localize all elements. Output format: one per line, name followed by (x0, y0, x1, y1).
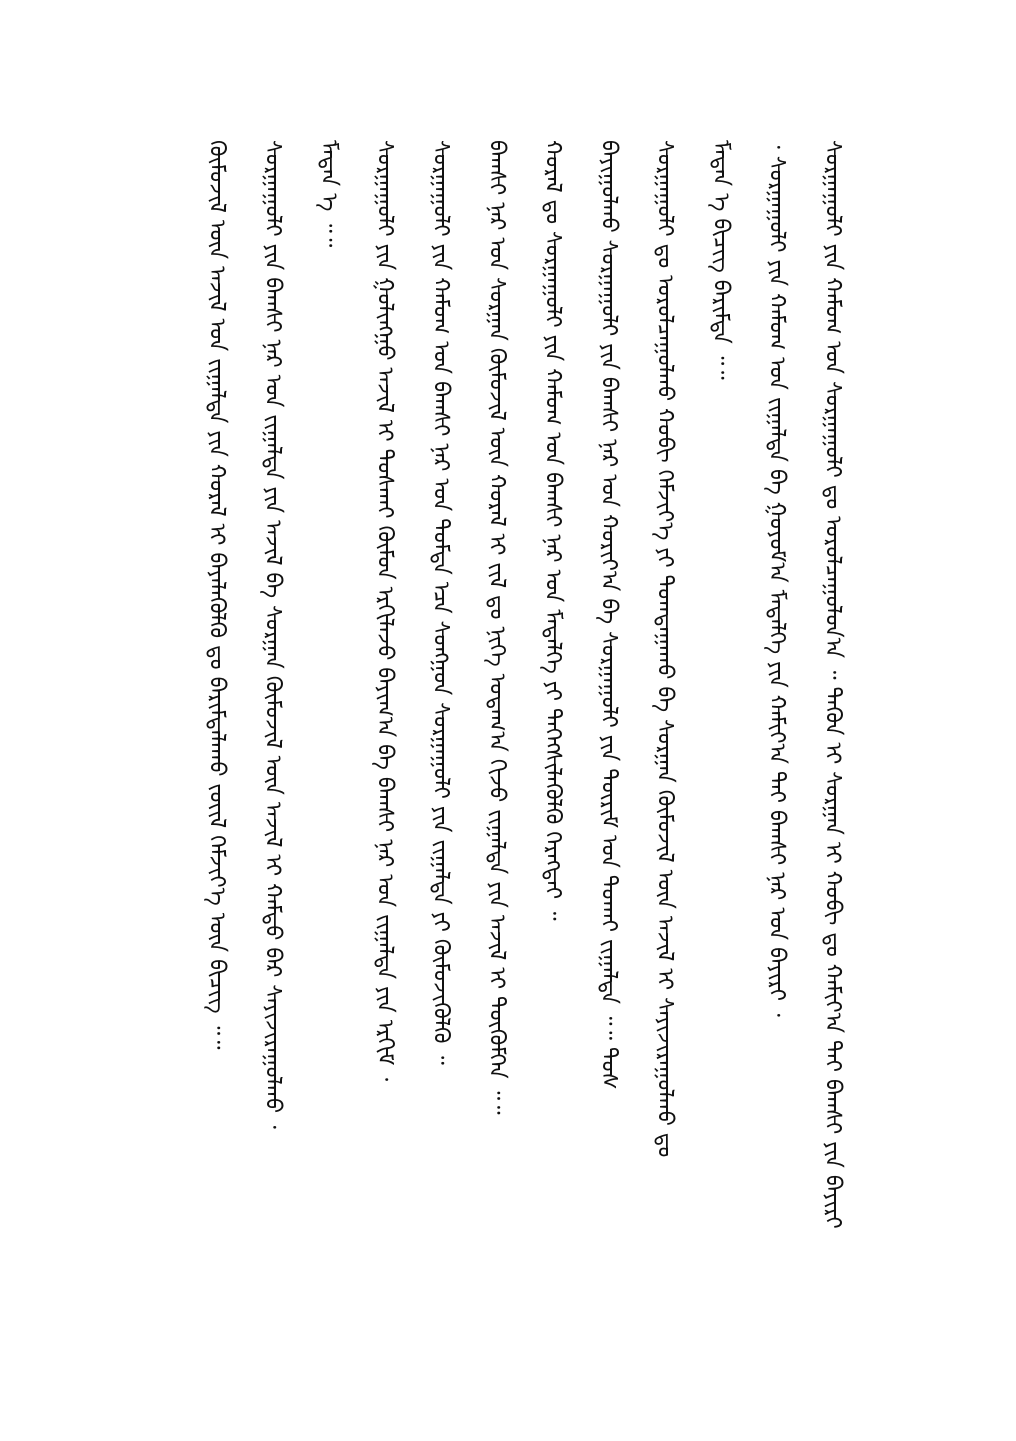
text-line: ᠰᠤᠷᠭᠠᠭᠤᠯᠢ ᠳᠤ ᠤᠷᠤᠯᠴᠠᠭᠤᠯᠬᠤ ᠬᠤᠪᠢ ᠬᠡᠮᠵᠢᠶ᠎ᠡ ᠶᠢ ᠲᠤᠭᠲᠠᠭᠠᠬᠤ ᠪᠠ ᠰᠤᠷᠭᠠᠨ ᠬᠦᠮᠦᠵᠢᠯ ᠦᠨ ᠠᠵᠢᠯ ᠢ ᠰᠠᠶᠢᠵᠢᠷᠠᠭᠤᠯᠬᠤ ᠳᠤ (652, 140, 677, 1158)
text-line: ᠬᠤᠷᠠᠯ ᠳᠤ ᠰᠤᠷᠭᠠᠭᠤᠯᠢ ᠶᠢᠨ ᠬᠠᠮᠤᠭ ᠤᠨ ᠪᠠᠭᠰᠢ ᠨᠠᠷ ᠤᠨ ᠮᠡᠳᠡᠯᠭᠡ ᠶᠢ ᠳᠡᠭᠡᠭᠰᠢᠯᠡᠭᠦᠯᠬᠦ ᠬᠡᠷᠡᠭᠲᠡᠢ ᠃ (540, 140, 565, 921)
text-line: ᠮᠡᠳᠡᠨ ᠡ ᠪᠢᠴᠢᠭ ᠪᠠᠷᠢᠮᠲᠠ ᠃᠃ (708, 140, 733, 380)
text-line: ᠰᠤᠷᠭᠠᠭᠤᠯᠢ ᠶᠢᠨ ᠬᠠᠮᠤᠭ ᠤᠨ ᠰᠤᠷᠭᠠᠭᠤᠯᠢ ᠳᠤ ᠤᠷᠤᠯᠴᠠᠭᠤᠯᠤᠨ᠎ᠠ ᠃ ᠲᠡᠭᠦᠨ ᠢ ᠰᠤᠷᠭᠠᠨ ᠢ ᠬᠤᠪᠢ ᠳᠤ ᠬᠠᠮᠢᠶ᠎ᠠ ᠲᠠᠢ ᠪᠠᠭᠰᠢ ᠶᠢᠨ ᠪᠠᠶᠢᠷᠢ (820, 140, 845, 1229)
text-line: ᠮᠡᠳᠡᠨ ᠡ ᠃᠃ (316, 140, 341, 248)
text-line: ᠰᠤᠷᠭᠠᠭᠤᠯᠢ ᠶᠢᠨ ᠪᠠᠭᠰᠢ ᠨᠠᠷ ᠤᠨ ᠵᠢᠭᠠᠯᠲᠠ ᠶᠢᠨ ᠠᠵᠢᠯ ᠪᠠ ᠰᠤᠷᠭᠠᠨ ᠬᠦᠮᠦᠵᠢᠯ ᠦᠨ ᠠᠵᠢᠯ ᠢ ᠬᠠᠮᠲᠤ ᠪᠡᠷ ᠰᠠᠶᠢᠵᠢᠷᠠᠭᠤᠯᠬᠤ ᠂ (260, 140, 285, 1129)
text-line: ᠂ ᠰᠤᠷᠭᠠᠭᠤᠯᠢ ᠶᠢᠨ ᠬᠠᠮᠤᠭ ᠤᠨ ᠵᠢᠭᠠᠯᠲᠠ ᠪᠠ ᠭᠤᠶᠤᠮ᠎ᠠ ᠮᠡᠳᠡᠯᠭᠡ ᠶᠢᠨ ᠬᠠᠮᠢᠶ᠎ᠠ ᠲᠠᠢ ᠪᠠᠭᠰᠢ ᠨᠠᠷ ᠤᠨ ᠪᠠᠶᠢᠷᠢ ᠂ (764, 140, 789, 1017)
text-line: ᠬᠦᠮᠦᠵᠢᠯ ᠦᠨ ᠠᠵᠢᠯ ᠤᠨ ᠵᠢᠭᠠᠯᠲᠠ ᠶᠢᠨ ᠬᠤᠷᠠᠯ ᠢ ᠪᠡᠶᠡᠯᠡᠭᠦᠯᠬᠦ ᠳᠤ ᠪᠠᠷᠢᠮᠲᠠᠯᠠᠬᠤ ᠵᠦᠢᠯ ᠬᠡᠮᠵᠢᠶ᠎ᠡ ᠦᠨ ᠪᠢᠴᠢᠭ ᠃᠃ (204, 140, 229, 1050)
vertical-text-block (188, 140, 860, 1300)
text-line: ᠰᠤᠷᠭᠠᠭᠤᠯᠢ ᠶᠢᠨ ᠭᠤᠯᠢᠩᠭᠤ ᠠᠵᠢᠯ ᠢ ᠲᠤᠰᠬᠠᠢ ᠬᠦᠮᠦᠨ ᠡᠷᠬᠢᠯᠡᠵᠦ ᠪᠠᠶᠢᠭ᠎ᠠ ᠪᠠ ᠪᠠᠭᠰᠢ ᠨᠠᠷ ᠤᠨ ᠵᠢᠭᠠᠯᠲᠠ ᠶᠢᠨ ᠡᠷᠬᠢᠮ ᠂ (372, 140, 397, 1082)
text-line: ᠰᠤᠷᠭᠠᠭᠤᠯᠢ ᠶᠢᠨ ᠬᠠᠮᠤᠭ ᠤᠨ ᠪᠠᠭᠰᠢ ᠨᠠᠷ ᠤᠨ ᠳᠤᠮᠳᠠ ᠡᠴᠡ ᠰᠣᠩᠭᠤᠨ ᠰᠤᠷᠭᠠᠭᠤᠯᠢ ᠶᠢᠨ ᠵᠢᠭᠠᠯᠲᠠ ᠶᠢ ᠬᠦᠮᠦᠵᠢᠭᠦᠯᠬᠦ ᠃ (428, 140, 453, 1065)
text-line: ᠪᠠᠶᠢᠭᠤᠯᠬᠤ ᠰᠤᠷᠭᠠᠭᠤᠯᠢ ᠶᠢᠨ ᠪᠠᠭᠰᠢ ᠨᠠᠷ ᠤᠨ ᠬᠤᠷᠢᠶ᠎ᠠ ᠪᠠ ᠰᠤᠷᠭᠠᠭᠤᠯᠢ ᠶᠢᠨ ᠳᠦᠷᠢᠮ ᠤᠨ ᠲᠤᠬᠠᠢ ᠵᠢᠭᠠᠯᠲᠠ ᠃᠃ ᠲᠤᠰ (596, 140, 621, 1090)
text-line: ᠪᠠᠭᠰᠢ ᠨᠠᠷ ᠤᠨ ᠰᠤᠷᠭᠠᠨ ᠬᠦᠮᠦᠵᠢᠯ ᠦᠨ ᠬᠤᠷᠠᠯ ᠢ ᠵᠢᠯ ᠳᠤ ᠨᠢᠭᠡ ᠤᠳᠠᠭ᠎ᠠ ᠬᠢᠵᠦ ᠵᠢᠭᠠᠯᠲᠠ ᠶᠢᠨ ᠠᠵᠢᠯ ᠢ ᠳᠦᠭᠦᠮᠬᠡᠨ ᠃᠃ (484, 140, 509, 1115)
